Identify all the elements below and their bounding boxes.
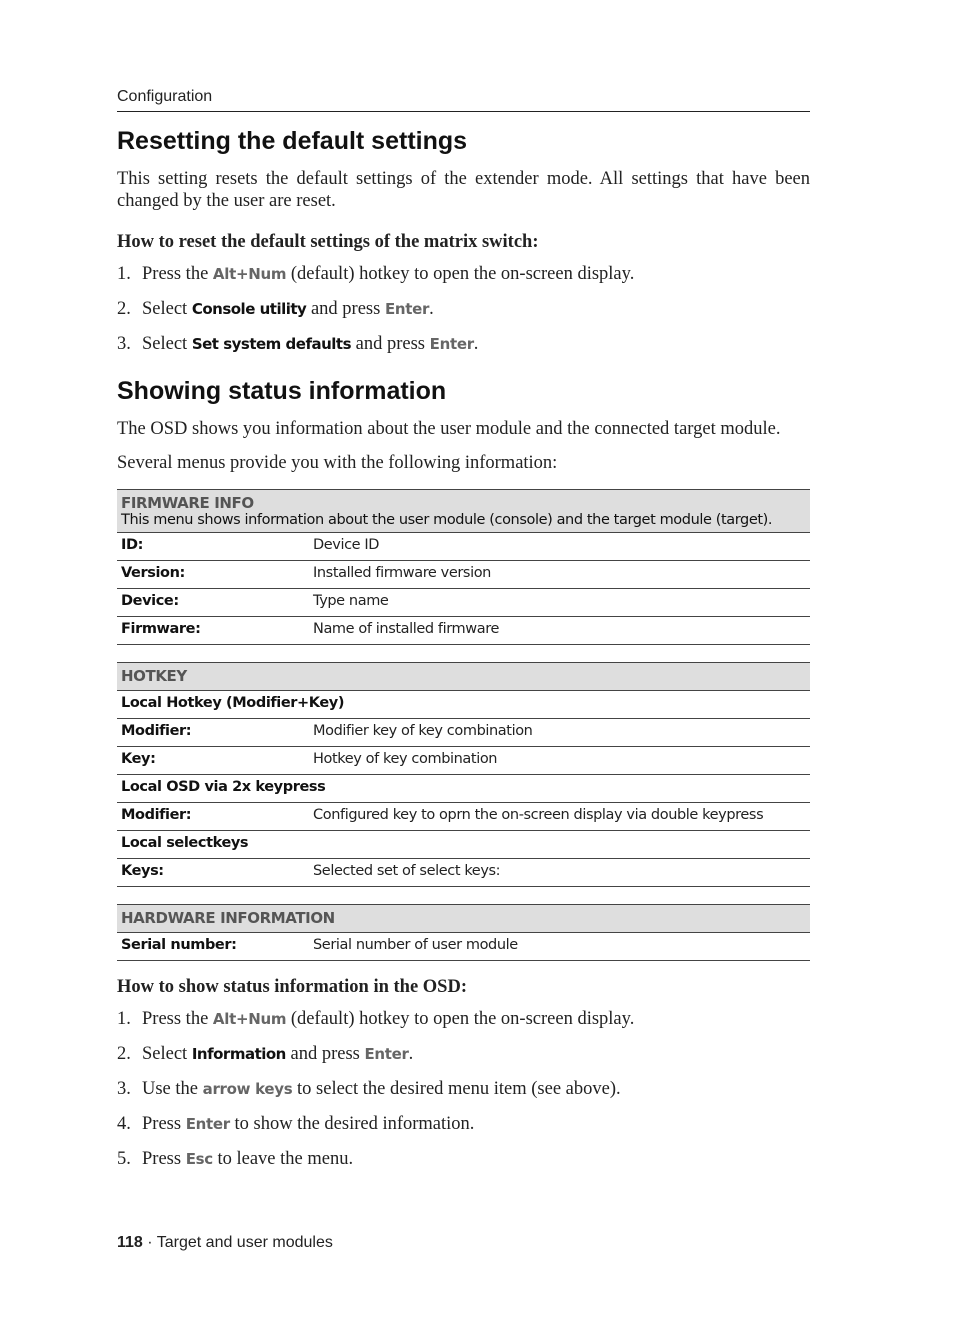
table-row: Key: Hotkey of key combination [117, 747, 810, 775]
firmware-info-table [117, 489, 810, 645]
table-title: HARDWARE INFORMATION [117, 905, 810, 933]
table-subheader-row: Local OSD via 2x keypress [117, 775, 810, 803]
page-content [117, 88, 810, 1183]
table-row: Modifier: Modifier key of key combination [117, 719, 810, 747]
list-item: 1. Press the Alt+Num (default) hotkey to open the on-screen display. [117, 1009, 635, 1029]
list-item: 5. Press Esc to leave the menu. [117, 1149, 354, 1169]
hotkey-keyword: Alt+Num [212, 265, 287, 283]
list-item: 2. Select Console utility and press Enter. [117, 299, 434, 319]
table-row: ID: Device ID [117, 533, 810, 561]
key-keyword: Enter [364, 1045, 409, 1063]
list-item: 1. Press the Alt+Num (default) hotkey to open the on-screen display. [117, 264, 635, 284]
list-item: 4. Press Enter to show the desired information. [117, 1114, 475, 1134]
list-item: 2. Select Information and press Enter. [117, 1044, 414, 1064]
list-item: 3. Select Set system defaults and press Enter. [117, 334, 479, 354]
list-item: 3. Use the arrow keys to select the desired menu item (see above). [117, 1079, 621, 1099]
hotkey-keyword: Alt+Num [212, 1010, 287, 1028]
page-number: 118 [117, 1234, 143, 1251]
table-row: Firmware: Name of installed firmware [117, 617, 810, 645]
section-title-reset: Resetting the default settings [117, 127, 468, 155]
table-row: Keys: Selected set of select keys: [117, 859, 810, 887]
reset-howto-heading: How to reset the default settings of the matrix switch: [117, 232, 539, 252]
menu-keyword: Set system defaults [191, 335, 352, 353]
key-keyword: Enter [429, 335, 474, 353]
reset-intro: This setting resets the default settings of the extender mode. All settings that have been changed by the user are reset. [117, 169, 810, 211]
table-subheader-row: Local Hotkey (Modifier+Key) [117, 691, 810, 719]
table-row: Modifier: Configured key to oprn the on-screen display via double keypress [117, 803, 810, 831]
table-row: Device: Type name [117, 589, 810, 617]
table-title: HOTKEY [117, 663, 810, 691]
status-steps [117, 1008, 810, 1170]
table-title: FIRMWARE INFO [121, 494, 254, 512]
menu-keyword: Console utility [191, 300, 307, 318]
menu-keyword: Information [191, 1045, 286, 1063]
key-keyword: Enter [384, 300, 430, 318]
page-footer: 118 · Target and user modules [117, 1234, 333, 1251]
key-keyword: Esc [185, 1150, 213, 1168]
reset-steps [117, 263, 810, 355]
section-title-status: Showing status information [117, 377, 447, 405]
status-intro-2: Several menus provide you with the following information: [117, 453, 558, 473]
key-keyword: Enter [185, 1115, 230, 1133]
hotkey-table [117, 662, 810, 887]
status-intro-1: The OSD shows you information about the user module and the connected target module. [117, 419, 781, 439]
table-description: This menu shows information about the user module (console) and the target module (target). [121, 512, 773, 528]
table-row: Serial number: Serial number of user module [117, 933, 810, 961]
footer-section: Target and user modules [156, 1234, 333, 1251]
running-head: Configuration [117, 88, 810, 112]
table-subheader-row: Local selectkeys [117, 831, 810, 859]
hardware-info-table [117, 904, 810, 961]
status-howto-heading: How to show status information in the OSD: [117, 977, 467, 997]
table-row: Version: Installed firmware version [117, 561, 810, 589]
key-keyword: arrow keys [202, 1080, 293, 1098]
